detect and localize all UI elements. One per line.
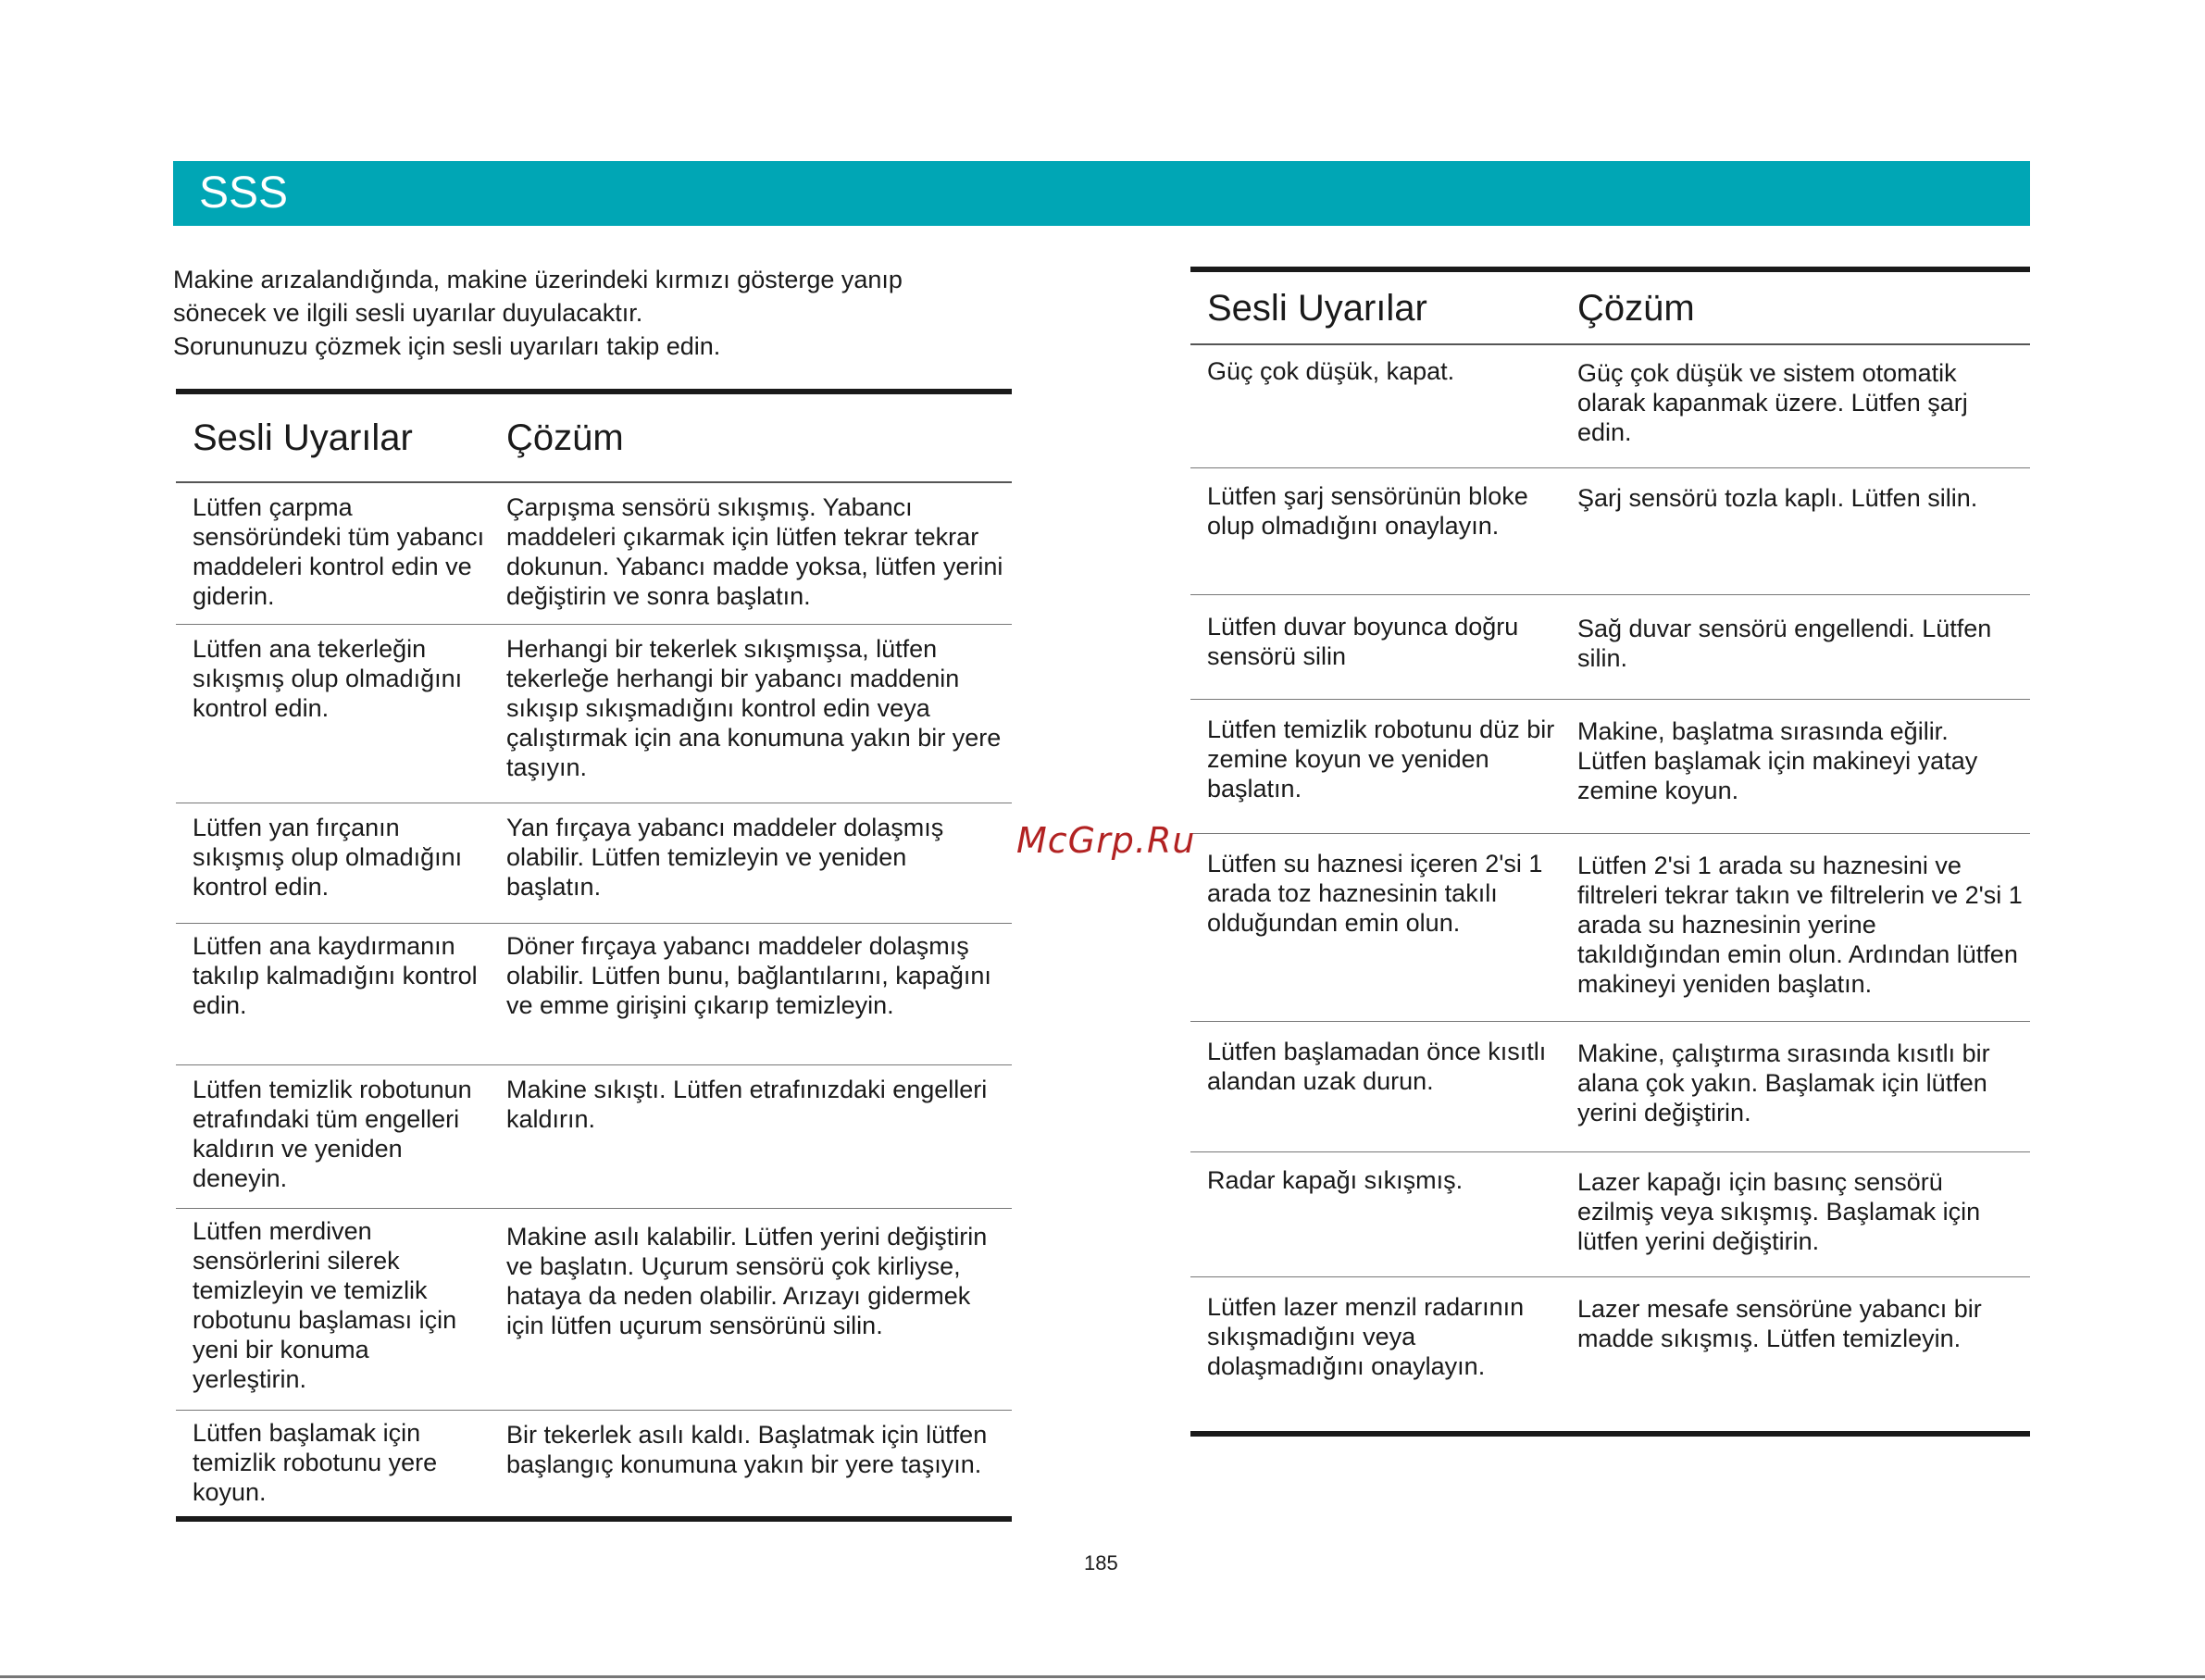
solution-cell: Makine asılı kalabilir. Lütfen yerini değiştirin ve başlatın. Uçurum sensörü çok kirliyse, hataya da neden olabilir. Arızayı gidermek için lütfen uçurum sensörünü silin. [495, 1208, 1012, 1410]
warning-cell: Lütfen duvar boyunca doğru sensörü silin [1190, 594, 1566, 699]
warning-cell: Lütfen başlamadan önce kısıtlı alandan uzak durun. [1190, 1021, 1566, 1151]
solution-cell: Makine, çalıştırma sırasında kısıtlı bir alana çok yakın. Başlamak için lütfen yerini değiştirin. [1566, 1021, 2030, 1151]
table-header-row [1190, 269, 2030, 344]
warning-cell: Lütfen temizlik robotunun etrafındaki tüm engelleri kaldırın ve yeniden deneyin. [176, 1064, 495, 1208]
table-row [1190, 344, 2030, 467]
table-row [1190, 1151, 2030, 1276]
table-row [176, 803, 1012, 923]
watermark: McGrp.Ru [1016, 820, 1196, 861]
warning-cell: Lütfen şarj sensörünün bloke olup olmadığını onaylayın. [1190, 467, 1566, 594]
table-row [1190, 594, 2030, 699]
table-row [1190, 699, 2030, 833]
intro-text [173, 263, 1025, 363]
section-banner [173, 161, 2030, 226]
solution-cell: Şarj sensörü tozla kaplı. Lütfen silin. [1566, 467, 2030, 594]
warning-cell: Lütfen su haznesi içeren 2'si 1 arada toz haznesinin takılı olduğundan emin olun. [1190, 833, 1566, 1021]
column-header-solution: Çözüm [495, 392, 1012, 482]
solution-cell: Döner fırçaya yabancı maddeler dolaşmış olabilir. Lütfen bunu, bağlantılarını, kapağını ve emme girişini çıkarıp temizleyin. [495, 923, 1012, 1064]
warning-cell: Radar kapağı sıkışmış. [1190, 1151, 1566, 1276]
solution-cell: Lazer mesafe sensörüne yabancı bir madde sıkışmış. Lütfen temizleyin. [1566, 1276, 2030, 1434]
intro-line-3: Sorununuzu çözmek için sesli uyarıları takip edin. [173, 332, 721, 360]
warning-cell: Lütfen ana kaydırmanın takılıp kalmadığını kontrol edin. [176, 923, 495, 1064]
solution-cell: Lütfen 2'si 1 arada su haznesini ve filtreleri tekrar takın ve filtrelerin ve 2'si 1 arada su haznesinin yerine takıldığından emin olun. Ardından lütfen makineyi yeniden başlatın. [1566, 833, 2030, 1021]
column-header-solution: Çözüm [1566, 269, 2030, 344]
left-faq-table [176, 389, 1012, 1522]
table-row [176, 1064, 1012, 1208]
warning-cell: Lütfen çarpma sensöründeki tüm yabancı maddeleri kontrol edin ve giderin. [176, 482, 495, 624]
table-row [1190, 1276, 2030, 1434]
intro-line-2: sönecek ve ilgili sesli uyarılar duyulacaktır. [173, 299, 643, 327]
solution-cell: Lazer kapağı için basınç sensörü ezilmiş veya sıkışmış. Başlamak için lütfen yerini değiştirin. [1566, 1151, 2030, 1276]
solution-cell: Sağ duvar sensörü engellendi. Lütfen silin. [1566, 594, 2030, 699]
solution-cell: Güç çok düşük ve sistem otomatik olarak kapanmak üzere. Lütfen şarj edin. [1566, 344, 2030, 467]
warning-cell: Güç çok düşük, kapat. [1190, 344, 1566, 467]
table-row [176, 482, 1012, 624]
page-bottom-divider [0, 1675, 2205, 1678]
warning-cell: Lütfen yan fırçanın sıkışmış olup olmadığını kontrol edin. [176, 803, 495, 923]
column-header-warnings: Sesli Uyarılar [1190, 269, 1566, 344]
solution-cell: Çarpışma sensörü sıkışmış. Yabancı maddeleri çıkarmak için lütfen tekrar tekrar dokunun. Yabancı madde yoksa, lütfen yerini değiştirin ve sonra başlatın. [495, 482, 1012, 624]
solution-cell: Herhangi bir tekerlek sıkışmışsa, lütfen tekerleğe herhangi bir yabancı maddenin sıkışıp sıkışmadığını kontrol edin veya çalıştırmak için ana konumuna yakın bir yere taşıyın. [495, 624, 1012, 803]
intro-line-1: Makine arızalandığında, makine üzerindeki kırmızı gösterge yanıp [173, 266, 903, 293]
solution-cell: Makine, başlatma sırasında eğilir. Lütfen başlamak için makineyi yatay zemine koyun. [1566, 699, 2030, 833]
column-header-warnings: Sesli Uyarılar [176, 392, 495, 482]
solution-cell: Yan fırçaya yabancı maddeler dolaşmış olabilir. Lütfen temizleyin ve yeniden başlatın. [495, 803, 1012, 923]
warning-cell: Lütfen ana tekerleğin sıkışmış olup olmadığını kontrol edin. [176, 624, 495, 803]
table-row [176, 1410, 1012, 1519]
solution-cell: Bir tekerlek asılı kaldı. Başlatmak için lütfen başlangıç konumuna yakın bir yere taşıyın. [495, 1410, 1012, 1519]
table-row [1190, 467, 2030, 594]
table-row [1190, 1021, 2030, 1151]
table-header-row [176, 392, 1012, 482]
right-faq-table [1190, 267, 2030, 1437]
section-title: SSS [199, 168, 289, 218]
table-row [176, 1208, 1012, 1410]
page-number: 185 [1084, 1551, 1118, 1574]
table-row [176, 624, 1012, 803]
warning-cell: Lütfen temizlik robotunu düz bir zemine koyun ve yeniden başlatın. [1190, 699, 1566, 833]
solution-cell: Makine sıkıştı. Lütfen etrafınızdaki engelleri kaldırın. [495, 1064, 1012, 1208]
table-row [176, 923, 1012, 1064]
warning-cell: Lütfen başlamak için temizlik robotunu yere koyun. [176, 1410, 495, 1519]
warning-cell: Lütfen merdiven sensörlerini silerek temizleyin ve temizlik robotunu başlaması için yeni bir konuma yerleştirin. [176, 1208, 495, 1410]
table-row [1190, 833, 2030, 1021]
warning-cell: Lütfen lazer menzil radarının sıkışmadığını veya dolaşmadığını onaylayın. [1190, 1276, 1566, 1434]
